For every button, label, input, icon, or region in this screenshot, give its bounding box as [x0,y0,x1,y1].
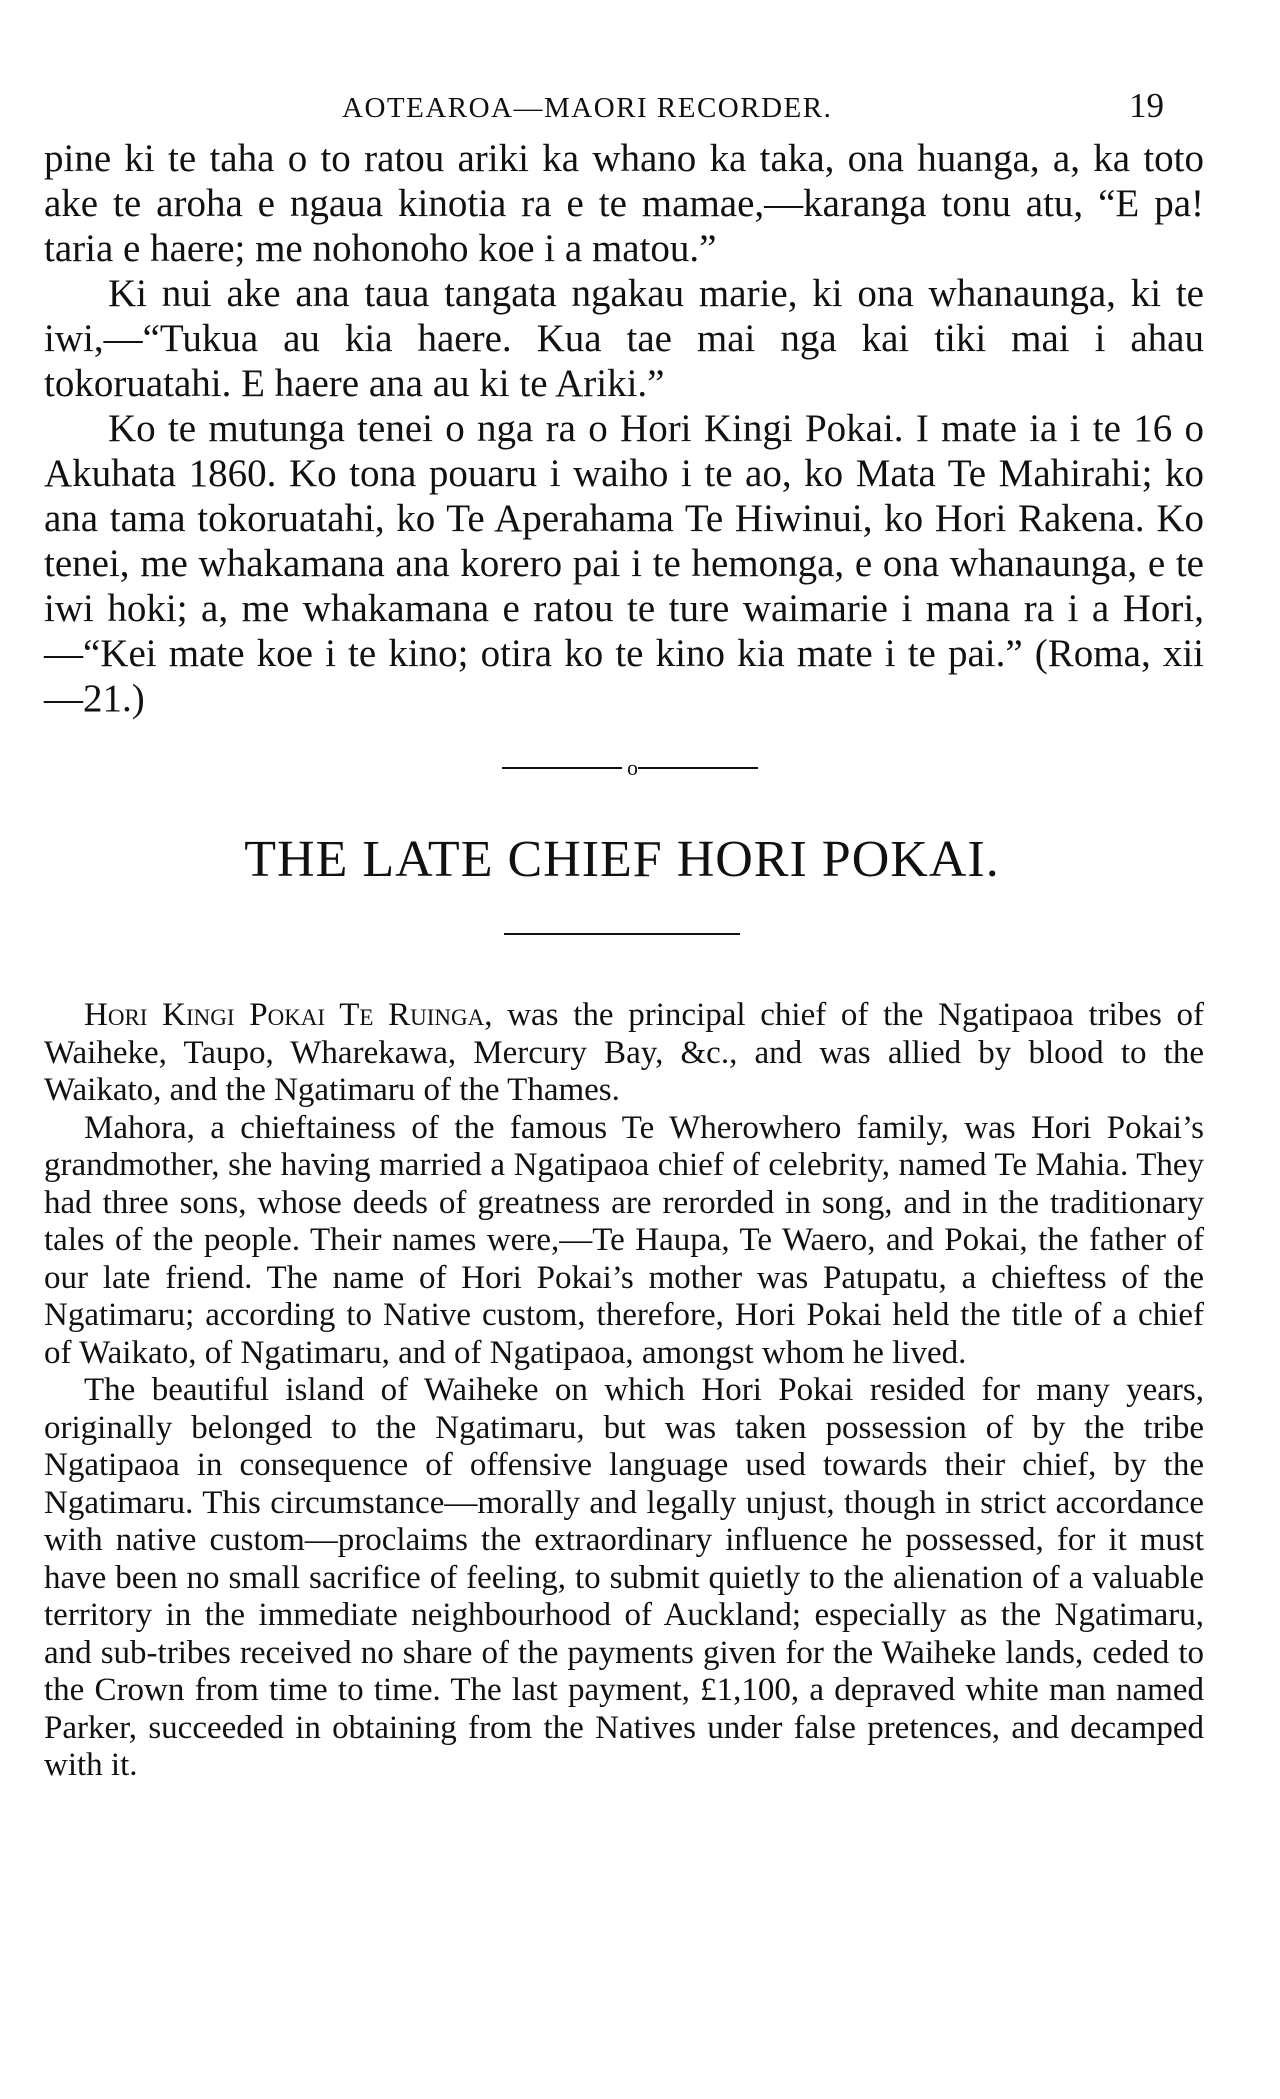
maori-text-section [44,136,1204,721]
maori-paragraph: Ko te mutunga tenei o nga ra o Hori Kingi Pokai. I mate ia i te 16 o Akuhata 1860. Ko tona pouaru i waiho i te ao, ko Mata Te Mahirahi; ko ana tama tokoruatahi, ko Te Aperahama Te Hiwinui, ko Hori Rakena. Ko tenei, me whakamana ana korero pai i te hemonga, e ona whanaunga, e te iwi hoki; a, me whakamana e ratou te ture waimarie i mana ra i a Hori,—“Kei mate koe i te kino; otira ko te kino kia mate i te pai.” (Roma, xii—21.) [44,407,1204,720]
page-number: 19 [1129,86,1164,125]
book-page [44,0,1204,2099]
separator-rule-right [638,767,758,769]
title-underline-rule [504,933,740,975]
separator-rule-left [502,767,622,769]
english-text-section [44,997,1204,1785]
english-paragraph: Mahora, a chieftainess of the famous Te Wherowhero family, was Hori Pokai’s grandmother, she having married a Ngatipaoa chief of celebrity, named Te Mahia. They had three sons, whose deeds of greatness are rerorded in song, and in the traditionary tales of the people. Their names were,—Te Haupa, Te Waero, and Pokai, the father of our late friend. The name of Hori Pokai’s mother was Patupatu, a chieftess of the Ngatimaru; according to Native custom, therefore, Hori Pokai held the title of a chief of Waikato, of Ngatimaru, and of Ngatipaoa, amongst whom he lived. [44,1109,1204,1371]
maori-paragraph: Ki nui ake ana taua tangata ngakau marie, ki ona whanaunga, ki te iwi,—“Tukua au kia haere. Kua tae mai nga kai tiki mai i ahau tokoruatahi. E haere ana au ki te Ariki.” [44,272,1204,405]
lead-name-smallcaps: Hori Kingi Pokai Te Ruinga, [84,997,493,1033]
english-paragraph: The beautiful island of Waiheke on which Hori Pokai resided for many years, originally belonged to the Ngatimaru, but was taken possession of by the tribe Ngatipaoa in consequence of offensive language used towards their chief, by the Ngatimaru. This circumstance—morally and legally unjust, though in strict accordance with native custom—proclaims the extraordinary influence he possessed, for it must have been no small sacrifice of feeling, to submit quietly to the alienation of a valuable territory in the immediate neighbourhood of Auckland; especially as the Ngatimaru, and sub-tribes received no share of the payments given for the Waiheke lands, ceded to the Crown from time to time. The last payment, £1,100, a depraved white man named Parker, succeeded in obtaining from the Natives under false pretences, and decamped with it. [44,1372,1204,1783]
lead-paragraph-text: was the principal chief of the Ngatipaoa tribes of Waiheke, Taupo, Wharekawa, Mercury Bay, &c., and was allied by blood to the Waikato, and the Ngatimaru of the Thames. [44,997,1204,1108]
running-title: AOTEAROA—MAORI RECORDER. [342,92,833,124]
maori-paragraph: pine ki te taha o to ratou ariki ka whano ka taka, ona huanga, a, ka toto ake te aroha e ngaua kinotia ra e te mamae,—karanga tonu atu, “E pa! taria e haere; me nohonoho koe i a matou.” [44,137,1204,270]
separator-mark: o [627,755,638,780]
article-title: THE LATE CHIEF HORI POKAI. [244,831,1000,888]
section-separator [44,745,1200,795]
english-lead-paragraph [44,997,1204,1110]
running-head [44,0,1200,136]
